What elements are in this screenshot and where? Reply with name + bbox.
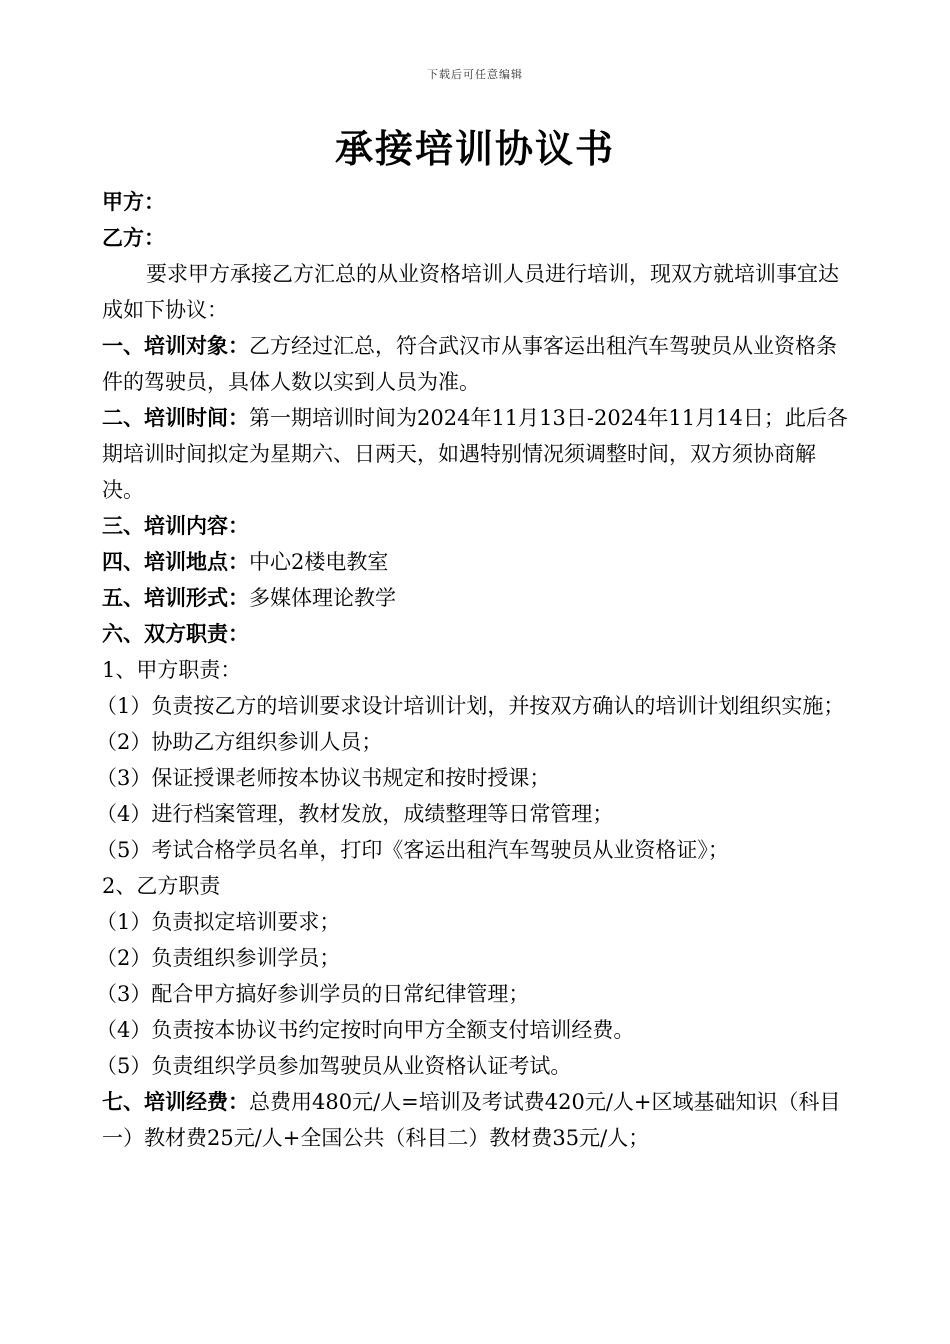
section-training-location xyxy=(102,544,854,580)
section-text: 第一期培训时间为2024年11月13日-2024年11月14日；此后各期培训时间拟定为星期六、日两天，如遇特别情况须调整时间，双方须协商解决。 xyxy=(102,406,848,502)
section-heading: 三、培训内容： xyxy=(102,514,249,538)
section-text: 总费用480元/人=培训及考试费420元/人+区域基础知识（科目一）教材费25元/人+全国公共（科目二）教材费35元/人； xyxy=(102,1090,841,1150)
section-text: 中心2楼电教室 xyxy=(249,550,389,574)
party-a-duty-item: （2）协助乙方组织参训人员； xyxy=(96,730,383,754)
section-heading: 四、培训地点： xyxy=(102,550,249,574)
party-a-duty-item: （1）负责按乙方的培训要求设计培训计划，并按双方确认的培训计划组织实施； xyxy=(96,694,845,718)
party-b-duty-item: （1）负责拟定培训要求； xyxy=(96,910,341,934)
document-title: 承接培训协议书 xyxy=(334,127,615,171)
section-text: 乙方经过汇总，符合武汉市从事客运出租汽车驾驶员从业资格条件的驾驶员，具体人数以实到人员为准。 xyxy=(102,334,837,394)
party-b-duties-title: 2、乙方职责 xyxy=(102,874,221,898)
party-b-duty-item: （2）负责组织参训学员； xyxy=(96,946,341,970)
party-a-duty-item: （4）进行档案管理，教材发放，成绩整理等日常管理； xyxy=(96,802,614,826)
party-a-duties-title: 1、甲方职责： xyxy=(102,658,242,682)
section-training-fees xyxy=(102,1084,854,1156)
section-training-content xyxy=(102,508,854,544)
section-heading: 五、培训形式： xyxy=(102,586,249,610)
party-b-label: 乙方： xyxy=(102,226,165,250)
section-training-target xyxy=(102,328,854,400)
section-responsibilities xyxy=(102,616,854,652)
party-b-duty-item: （3）配合甲方搞好参训学员的日常纪律管理； xyxy=(96,982,530,1006)
party-a-label: 甲方： xyxy=(102,190,165,214)
section-training-time xyxy=(102,400,854,508)
header-note: 下载后可任意编辑 xyxy=(427,68,523,81)
section-training-format xyxy=(102,580,854,616)
section-heading: 六、双方职责： xyxy=(102,622,249,646)
section-heading: 一、培训对象： xyxy=(102,334,249,358)
party-a-duty-item: （5）考试合格学员名单，打印《客运出租汽车驾驶员从业资格证》； xyxy=(96,838,729,862)
section-heading: 七、培训经费： xyxy=(102,1090,249,1114)
section-heading: 二、培训时间： xyxy=(102,406,249,430)
section-text: 多媒体理论教学 xyxy=(249,586,396,610)
intro-paragraph: 要求甲方承接乙方汇总的从业资格培训人员进行培训，现双方就培训事宜达成如下协议： xyxy=(102,262,839,322)
party-b-duty-item: （4）负责按本协议书约定按时向甲方全额支付培训经费。 xyxy=(96,1018,635,1042)
party-b-duty-item: （5）负责组织学员参加驾驶员从业资格认证考试。 xyxy=(96,1054,572,1078)
document-body xyxy=(96,184,854,1156)
party-a-duty-item: （3）保证授课老师按本协议书规定和按时授课； xyxy=(96,766,551,790)
